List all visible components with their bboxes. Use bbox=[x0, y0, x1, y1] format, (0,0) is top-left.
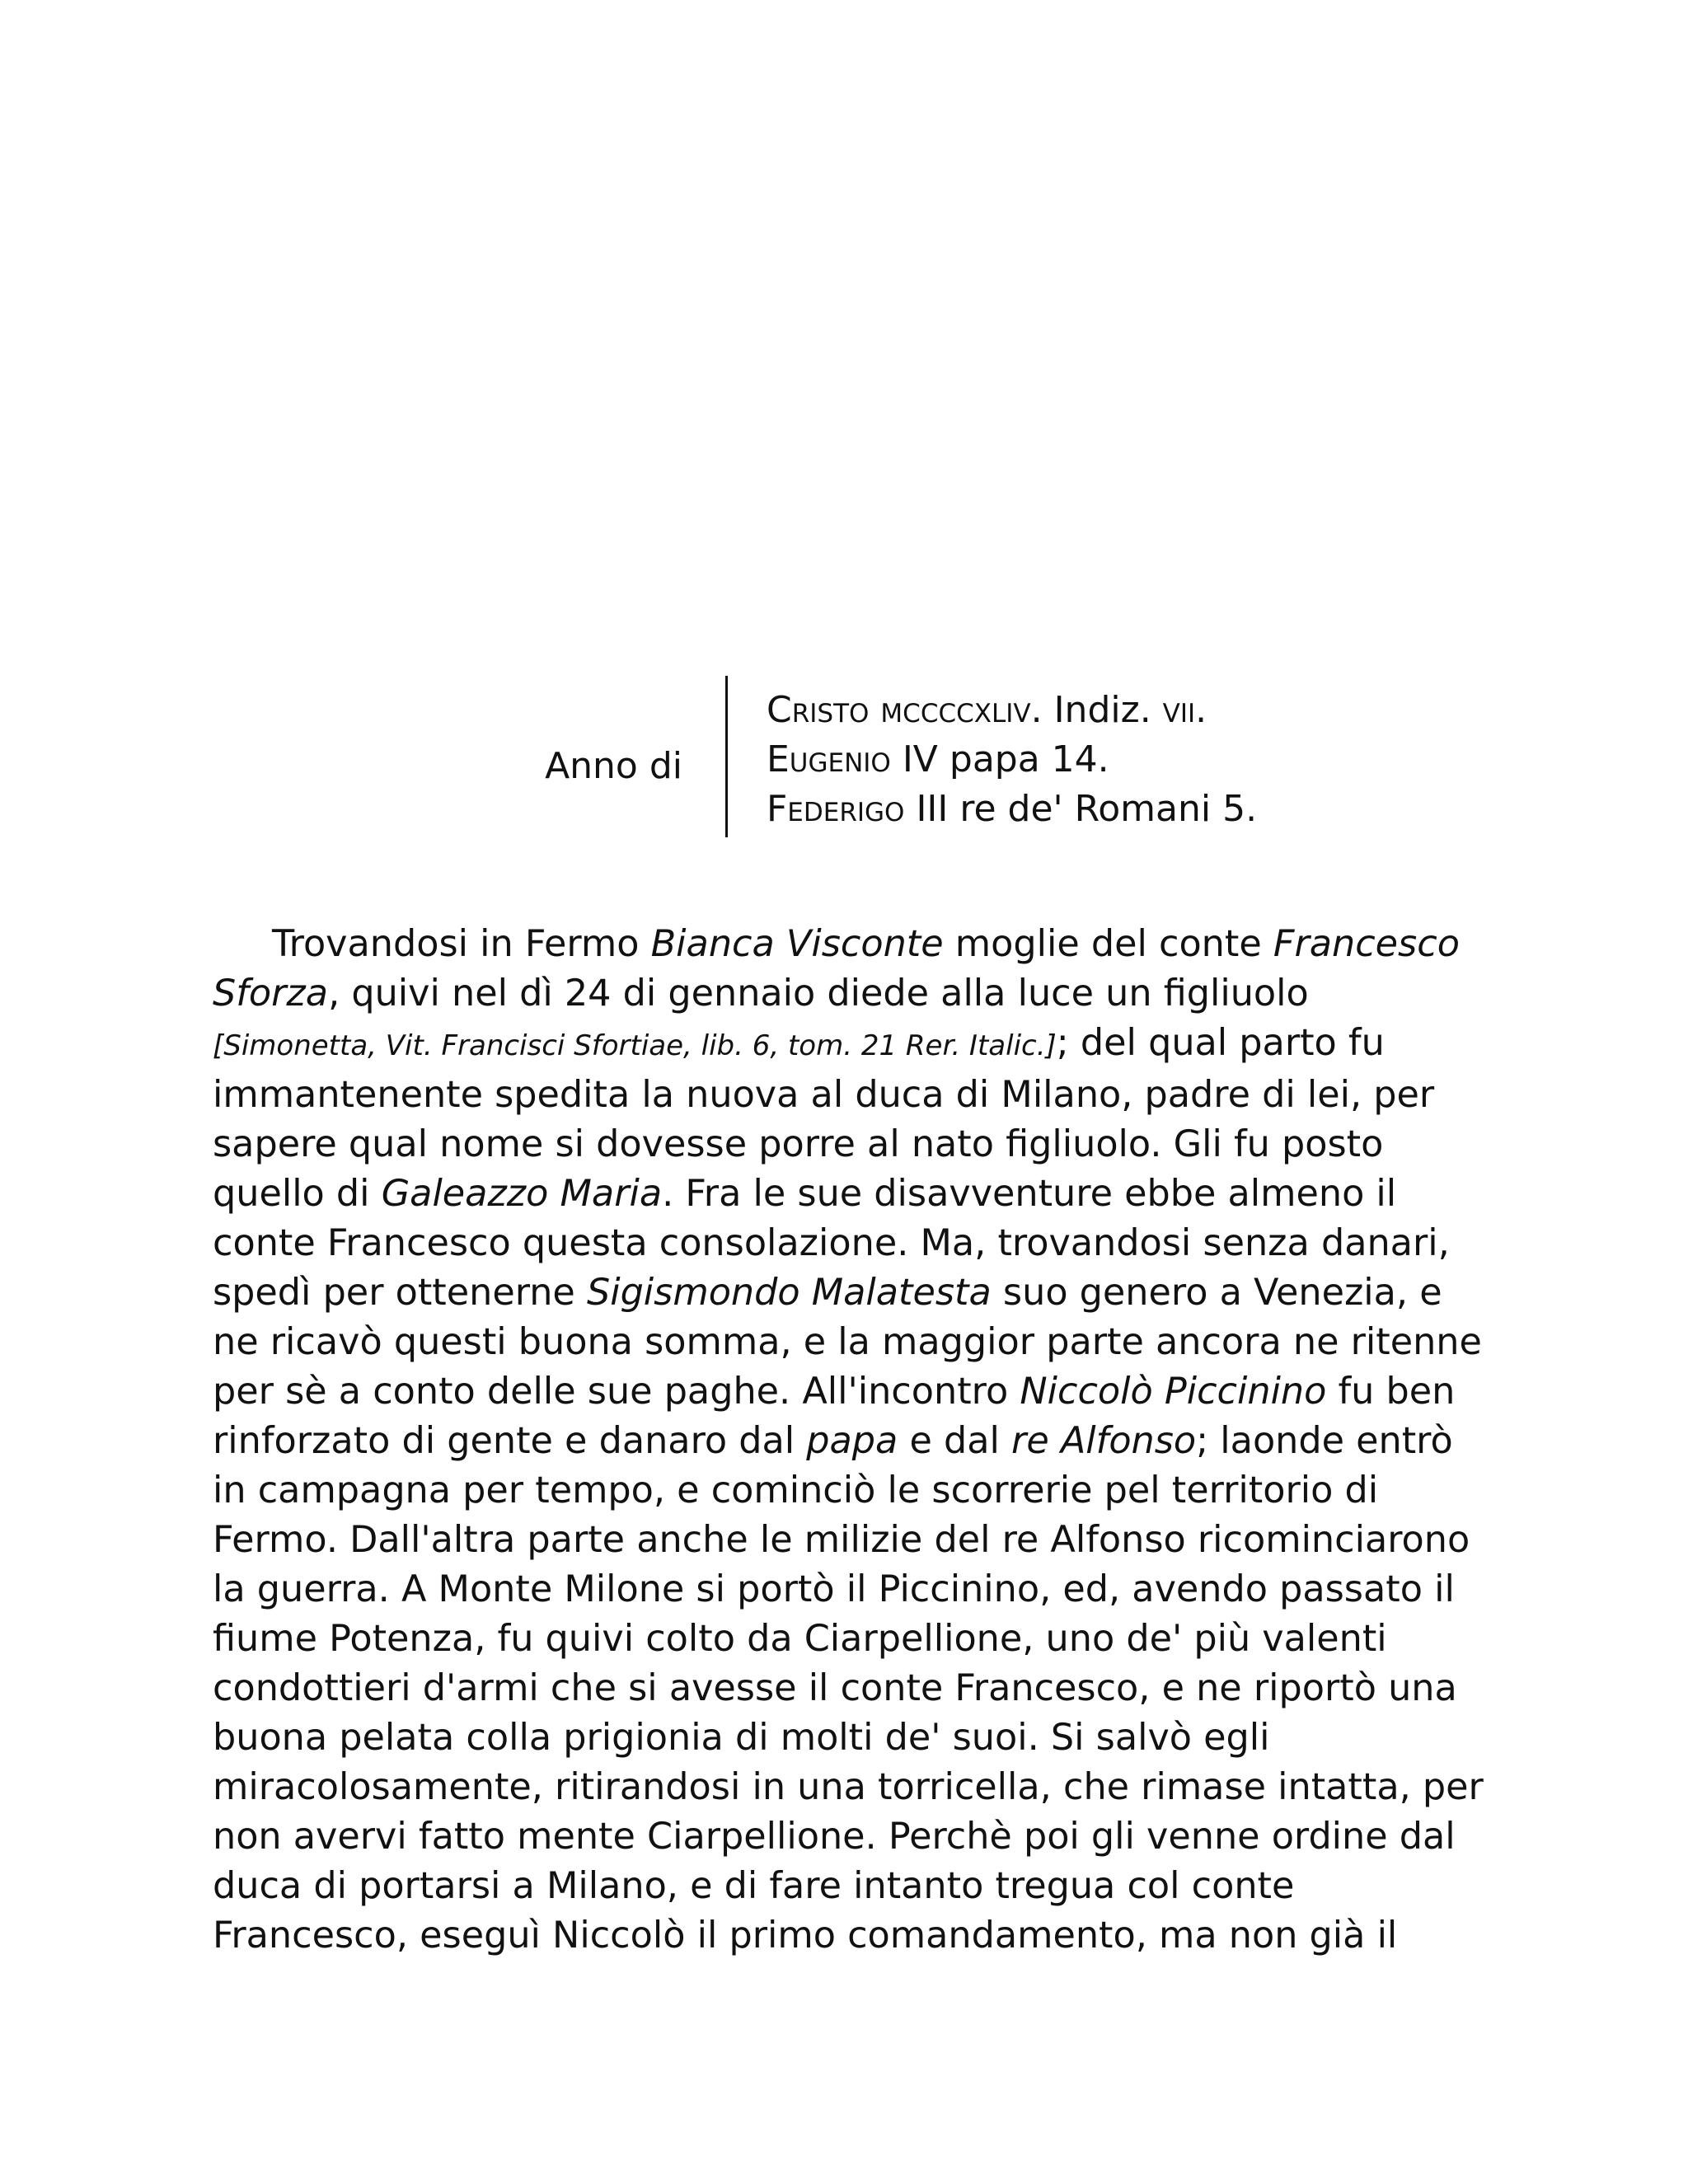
body-paragraph bbox=[213, 920, 1482, 1961]
anno-label: Anno di bbox=[545, 745, 682, 787]
text-line: la guerra. A Monte Milone si portò il Piccinino, ed, avendo passato il bbox=[213, 1568, 1455, 1610]
text-line: condottieri d'armi che si avesse il conte Francesco, e ne riportò una bbox=[213, 1667, 1457, 1709]
text-line: Fermo. Dall'altra parte anche le milizie del re Alfonso ricominciarono bbox=[213, 1519, 1470, 1561]
source-reference: [Simonetta, Vit. Francisci Sfortiae, lib. 6, tom. 21 Rer. Italic.] bbox=[213, 1029, 1057, 1062]
text-line: non avervi fatto mente Ciarpellione. Perchè poi gli venne ordine dal bbox=[213, 1816, 1456, 1858]
text-line: duca di portarsi a Milano, e di fare intanto tregua col conte bbox=[213, 1865, 1295, 1907]
text-line: Trovandosi in Fermo Bianca Visconte moglie del conte Francesco bbox=[272, 923, 1460, 965]
text-line: buona pelata colla prigionia di molti de' suoi. Si salvò egli bbox=[213, 1717, 1270, 1759]
year-header bbox=[0, 676, 1688, 841]
reign-line-king: Federigo III re de' Romani 5. bbox=[767, 788, 1258, 830]
text-line: miracolosamente, ritirandosi in una torricella, che rimase intatta, per bbox=[213, 1766, 1484, 1808]
text-line: quello di Galeazzo Maria. Fra le sue disavventure ebbe almeno il bbox=[213, 1173, 1397, 1215]
text-line: Francesco, eseguì Niccolò il primo comandamento, ma non già il bbox=[213, 1915, 1398, 1957]
text-line: conte Francesco questa consolazione. Ma, trovandosi senza danari, bbox=[213, 1222, 1450, 1264]
header-divider bbox=[725, 676, 728, 837]
text-line: immantenente spedita la nuova al duca di Milano, padre di lei, per bbox=[213, 1074, 1435, 1116]
text-line: fiume Potenza, fu quivi colto da Ciarpellione, uno de' più valenti bbox=[213, 1618, 1387, 1660]
text-line: sapere qual nome si dovesse porre al nato figliuolo. Gli fu posto bbox=[213, 1123, 1384, 1165]
text-line: Sforza, quivi nel dì 24 di gennaio diede alla luce un figliuolo bbox=[213, 972, 1309, 1015]
text-line: per sè a conto delle sue paghe. All'incontro Niccolò Piccinino fu ben bbox=[213, 1371, 1456, 1413]
text-line: [Simonetta, Vit. Francisci Sfortiae, lib. 6, tom. 21 Rer. Italic.]; del qual parto fu bbox=[213, 1022, 1385, 1064]
reign-lines bbox=[767, 686, 1257, 834]
reign-line-pope: Eugenio IV papa 14. bbox=[767, 738, 1109, 780]
reign-line-cristo: Cristo mccccxliv. Indiz. vii. bbox=[767, 689, 1207, 731]
text-line: rinforzato di gente e danaro dal papa e dal re Alfonso; laonde entrò bbox=[213, 1420, 1453, 1462]
text-line: spedì per ottenerne Sigismondo Malatesta suo genero a Venezia, e bbox=[213, 1272, 1442, 1314]
text-line: in campagna per tempo, e cominciò le scorrerie pel territorio di bbox=[213, 1469, 1379, 1511]
text-line: ne ricavò questi buona somma, e la maggior parte ancora ne ritenne bbox=[213, 1321, 1482, 1363]
